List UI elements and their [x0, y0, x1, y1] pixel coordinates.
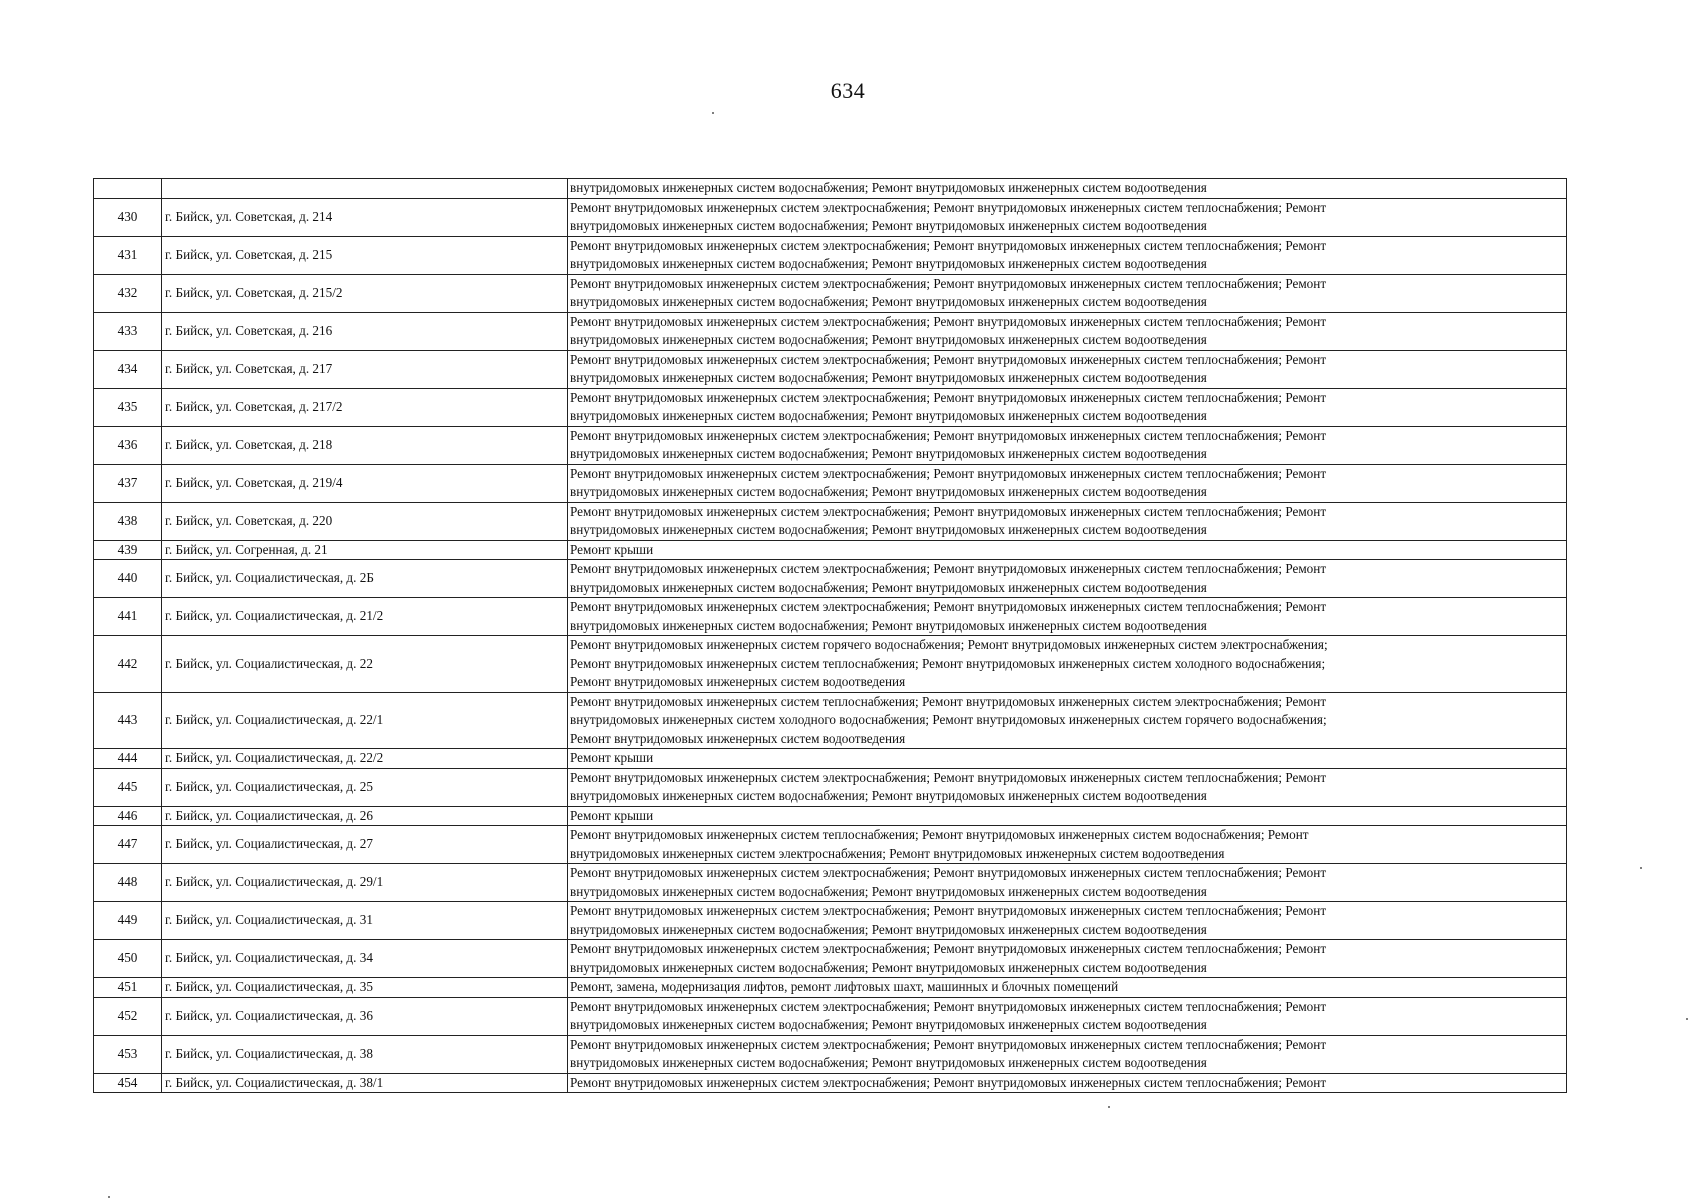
row-number: 439	[94, 540, 162, 560]
work-line: Ремонт внутридомовых инженерных систем теплоснабжения; Ремонт внутридомовых инженерных систем холодного водоснабжения;	[570, 655, 1326, 671]
table-row	[94, 940, 1567, 978]
row-work-types	[568, 198, 1567, 236]
table-row	[94, 502, 1567, 540]
table-row	[94, 806, 1567, 826]
work-line: внутридомовых инженерных систем водоснабжения; Ремонт внутридомовых инженерных систем водоотведения	[570, 883, 1207, 899]
work-line: Ремонт внутридомовых инженерных систем электроснабжения; Ремонт внутридомовых инженерных систем теплоснабжения; Ремонт	[570, 903, 1327, 918]
work-line: внутридомовых инженерных систем водоснабжения; Ремонт внутридомовых инженерных систем водоотведения	[570, 617, 1207, 633]
row-number: 450	[94, 940, 162, 978]
row-address: г. Бийск, ул. Социалистическая, д. 26	[162, 806, 568, 826]
row-number: 453	[94, 1035, 162, 1073]
row-number: 449	[94, 902, 162, 940]
row-work-types	[568, 864, 1567, 902]
work-line: внутридомовых инженерных систем водоснабжения; Ремонт внутридомовых инженерных систем водоотведения	[570, 1055, 1207, 1070]
row-work-types	[568, 598, 1567, 636]
row-work-types	[568, 560, 1567, 598]
work-line: Ремонт внутридомовых инженерных систем электроснабжения; Ремонт внутридомовых инженерных систем теплоснабжения; Ремонт	[570, 237, 1327, 253]
work-line: внутридомовых инженерных систем холодного водоснабжения; Ремонт внутридомовых инженерных систем горячего водоснабжения;	[570, 712, 1327, 727]
work-line: Ремонт внутридомовых инженерных систем электроснабжения; Ремонт внутридомовых инженерных систем теплоснабжения; Ремонт	[570, 427, 1327, 443]
row-number: 440	[94, 560, 162, 598]
table-row	[94, 997, 1567, 1035]
row-work-types	[568, 464, 1567, 502]
row-work-types	[568, 806, 1567, 826]
row-address: г. Бийск, ул. Социалистическая, д. 38/1	[162, 1073, 568, 1093]
row-number: 435	[94, 388, 162, 426]
work-line: внутридомовых инженерных систем водоснабжения; Ремонт внутридомовых инженерных систем водоотведения	[570, 1017, 1207, 1032]
row-work-types	[568, 1035, 1567, 1073]
row-work-types	[568, 997, 1567, 1035]
table-row	[94, 274, 1567, 312]
work-line: внутридомовых инженерных систем электроснабжения; Ремонт внутридомовых инженерных систем водоотведения	[570, 845, 1225, 861]
work-line: Ремонт внутридомовых инженерных систем электроснабжения; Ремонт внутридомовых инженерных систем теплоснабжения; Ремонт	[570, 769, 1327, 785]
work-line: Ремонт внутридомовых инженерных систем электроснабжения; Ремонт внутридомовых инженерных систем теплоснабжения; Ремонт	[570, 1074, 1327, 1090]
row-number	[94, 179, 162, 199]
table-row	[94, 388, 1567, 426]
work-line: Ремонт внутридомовых инженерных систем электроснабжения; Ремонт внутридомовых инженерных систем теплоснабжения; Ремонт	[570, 941, 1327, 956]
scan-speck	[1108, 1106, 1110, 1108]
row-address: г. Бийск, ул. Советская, д. 218	[162, 426, 568, 464]
table-row	[94, 636, 1567, 693]
row-address: г. Бийск, ул. Социалистическая, д. 25	[162, 768, 568, 806]
table-row	[94, 179, 1567, 199]
row-address: г. Бийск, ул. Социалистическая, д. 22/2	[162, 749, 568, 769]
table-row	[94, 978, 1567, 998]
scan-speck	[1640, 867, 1642, 869]
row-address: г. Бийск, ул. Социалистическая, д. 2Б	[162, 560, 568, 598]
work-line: Ремонт, замена, модернизация лифтов, ремонт лифтовых шахт, машинных и блочных помещений	[570, 979, 1119, 994]
work-line: Ремонт внутридомовых инженерных систем электроснабжения; Ремонт внутридомовых инженерных систем теплоснабжения; Ремонт	[570, 998, 1327, 1014]
row-work-types	[568, 978, 1567, 998]
row-address: г. Бийск, ул. Согренная, д. 21	[162, 540, 568, 560]
table-row	[94, 560, 1567, 598]
table-row	[94, 1073, 1567, 1093]
row-work-types	[568, 636, 1567, 693]
work-line: Ремонт внутридомовых инженерных систем электроснабжения; Ремонт внутридомовых инженерных систем теплоснабжения; Ремонт	[570, 465, 1327, 481]
table-row	[94, 198, 1567, 236]
row-number: 437	[94, 464, 162, 502]
work-line: Ремонт крыши	[570, 750, 654, 765]
row-address: г. Бийск, ул. Советская, д. 219/4	[162, 464, 568, 502]
work-line: Ремонт внутридомовых инженерных систем водоотведения	[570, 674, 906, 689]
row-number: 434	[94, 350, 162, 388]
row-work-types	[568, 274, 1567, 312]
work-line: Ремонт внутридомовых инженерных систем электроснабжения; Ремонт внутридомовых инженерных систем теплоснабжения; Ремонт	[570, 275, 1327, 291]
work-line: Ремонт внутридомовых инженерных систем электроснабжения; Ремонт внутридомовых инженерных систем теплоснабжения; Ремонт	[570, 351, 1327, 367]
row-work-types	[568, 312, 1567, 350]
row-address: г. Бийск, ул. Советская, д. 217/2	[162, 388, 568, 426]
row-work-types	[568, 692, 1567, 749]
row-address: г. Бийск, ул. Социалистическая, д. 29/1	[162, 864, 568, 902]
table-row	[94, 768, 1567, 806]
row-address	[162, 179, 568, 199]
row-address: г. Бийск, ул. Социалистическая, д. 36	[162, 997, 568, 1035]
table-row	[94, 902, 1567, 940]
work-line: внутридомовых инженерных систем водоснабжения; Ремонт внутридомовых инженерных систем водоотведения	[570, 959, 1207, 975]
work-line: Ремонт внутридомовых инженерных систем электроснабжения; Ремонт внутридомовых инженерных систем теплоснабжения; Ремонт	[570, 389, 1327, 405]
row-work-types	[568, 1073, 1567, 1093]
work-line: внутридомовых инженерных систем водоснабжения; Ремонт внутридомовых инженерных систем водоотведения	[570, 294, 1207, 309]
work-line: внутридомовых инженерных систем водоснабжения; Ремонт внутридомовых инженерных систем водоотведения	[570, 522, 1207, 537]
row-address: г. Бийск, ул. Социалистическая, д. 34	[162, 940, 568, 978]
table-row	[94, 540, 1567, 560]
work-line: Ремонт внутридомовых инженерных систем электроснабжения; Ремонт внутридомовых инженерных систем теплоснабжения; Ремонт	[570, 503, 1327, 519]
row-address: г. Бийск, ул. Советская, д. 215/2	[162, 274, 568, 312]
table-row	[94, 426, 1567, 464]
table-row	[94, 236, 1567, 274]
row-work-types	[568, 768, 1567, 806]
row-number: 447	[94, 826, 162, 864]
work-line: Ремонт внутридомовых инженерных систем электроснабжения; Ремонт внутридомовых инженерных систем теплоснабжения; Ремонт	[570, 1036, 1327, 1052]
row-address: г. Бийск, ул. Социалистическая, д. 22/1	[162, 692, 568, 749]
table-row	[94, 312, 1567, 350]
row-work-types	[568, 388, 1567, 426]
row-address: г. Бийск, ул. Советская, д. 214	[162, 198, 568, 236]
table-row	[94, 749, 1567, 769]
row-number: 436	[94, 426, 162, 464]
work-line: внутридомовых инженерных систем водоснабжения; Ремонт внутридомовых инженерных систем водоотведения	[570, 180, 1207, 195]
work-line: внутридомовых инженерных систем водоснабжения; Ремонт внутридомовых инженерных систем водоотведения	[570, 579, 1207, 595]
work-line: Ремонт внутридомовых инженерных систем электроснабжения; Ремонт внутридомовых инженерных систем теплоснабжения; Ремонт	[570, 599, 1327, 614]
row-number: 433	[94, 312, 162, 350]
row-work-types	[568, 749, 1567, 769]
table-row	[94, 692, 1567, 749]
row-address: г. Бийск, ул. Советская, д. 215	[162, 236, 568, 274]
row-work-types	[568, 940, 1567, 978]
row-number: 430	[94, 198, 162, 236]
scan-speck	[108, 1196, 110, 1198]
row-number: 445	[94, 768, 162, 806]
work-line: внутридомовых инженерных систем водоснабжения; Ремонт внутридомовых инженерных систем водоотведения	[570, 218, 1207, 233]
row-number: 432	[94, 274, 162, 312]
row-address: г. Бийск, ул. Советская, д. 217	[162, 350, 568, 388]
row-number: 448	[94, 864, 162, 902]
row-work-types	[568, 540, 1567, 560]
row-work-types	[568, 179, 1567, 199]
page-number: 634	[830, 78, 866, 103]
work-line: Ремонт крыши	[570, 807, 654, 823]
row-number: 444	[94, 749, 162, 769]
row-address: г. Бийск, ул. Социалистическая, д. 38	[162, 1035, 568, 1073]
row-work-types	[568, 426, 1567, 464]
row-work-types	[568, 902, 1567, 940]
row-number: 431	[94, 236, 162, 274]
row-work-types	[568, 502, 1567, 540]
row-work-types	[568, 350, 1567, 388]
row-work-types	[568, 236, 1567, 274]
row-number: 441	[94, 598, 162, 636]
row-address: г. Бийск, ул. Советская, д. 220	[162, 502, 568, 540]
row-number: 442	[94, 636, 162, 693]
scan-speck	[1686, 1018, 1688, 1020]
work-line: внутридомовых инженерных систем водоснабжения; Ремонт внутридомовых инженерных систем водоотведения	[570, 921, 1207, 937]
work-line: Ремонт внутридомовых инженерных систем горячего водоснабжения; Ремонт внутридомовых инженерных систем электроснабжения;	[570, 637, 1328, 652]
table-row	[94, 1035, 1567, 1073]
work-line: Ремонт крыши	[570, 541, 654, 557]
row-work-types	[568, 826, 1567, 864]
work-line: Ремонт внутридомовых инженерных систем электроснабжения; Ремонт внутридомовых инженерных систем теплоснабжения; Ремонт	[570, 561, 1327, 576]
row-address: г. Бийск, ул. Социалистическая, д. 21/2	[162, 598, 568, 636]
work-line: Ремонт внутридомовых инженерных систем электроснабжения; Ремонт внутридомовых инженерных систем теплоснабжения; Ремонт	[570, 865, 1327, 880]
work-line: внутридомовых инженерных систем водоснабжения; Ремонт внутридомовых инженерных систем водоотведения	[570, 408, 1207, 423]
row-address: г. Бийск, ул. Социалистическая, д. 27	[162, 826, 568, 864]
row-number: 454	[94, 1073, 162, 1093]
table-row	[94, 464, 1567, 502]
table-row	[94, 864, 1567, 902]
row-address: г. Бийск, ул. Социалистическая, д. 35	[162, 978, 568, 998]
work-line: Ремонт внутридомовых инженерных систем теплоснабжения; Ремонт внутридомовых инженерных систем электроснабжения; Ремонт	[570, 693, 1327, 709]
row-number: 438	[94, 502, 162, 540]
work-line: Ремонт внутридомовых инженерных систем теплоснабжения; Ремонт внутридомовых инженерных систем водоснабжения; Ремонт	[570, 827, 1309, 842]
work-line: внутридомовых инженерных систем водоснабжения; Ремонт внутридомовых инженерных систем водоотведения	[570, 256, 1207, 271]
table-row	[94, 826, 1567, 864]
row-number: 451	[94, 978, 162, 998]
table-row	[94, 598, 1567, 636]
work-line: внутридомовых инженерных систем водоснабжения; Ремонт внутридомовых инженерных систем водоотведения	[570, 332, 1207, 347]
scan-speck	[712, 112, 714, 114]
registry-body	[94, 179, 1567, 1093]
table-row	[94, 350, 1567, 388]
work-line: внутридомовых инженерных систем водоснабжения; Ремонт внутридомовых инженерных систем водоотведения	[570, 370, 1207, 385]
work-line: Ремонт внутридомовых инженерных систем электроснабжения; Ремонт внутридомовых инженерных систем теплоснабжения; Ремонт	[570, 199, 1327, 215]
work-line: внутридомовых инженерных систем водоснабжения; Ремонт внутридомовых инженерных систем водоотведения	[570, 446, 1207, 461]
work-line: Ремонт внутридомовых инженерных систем электроснабжения; Ремонт внутридомовых инженерных систем теплоснабжения; Ремонт	[570, 313, 1327, 329]
repair-registry-table	[93, 178, 1567, 1093]
row-address: г. Бийск, ул. Советская, д. 216	[162, 312, 568, 350]
row-address: г. Бийск, ул. Социалистическая, д. 31	[162, 902, 568, 940]
row-number: 446	[94, 806, 162, 826]
work-line: Ремонт внутридомовых инженерных систем водоотведения	[570, 730, 906, 746]
work-line: внутридомовых инженерных систем водоснабжения; Ремонт внутридомовых инженерных систем водоотведения	[570, 484, 1207, 499]
work-line: внутридомовых инженерных систем водоснабжения; Ремонт внутридомовых инженерных систем водоотведения	[570, 788, 1207, 803]
row-number: 443	[94, 692, 162, 749]
row-address: г. Бийск, ул. Социалистическая, д. 22	[162, 636, 568, 693]
row-number: 452	[94, 997, 162, 1035]
